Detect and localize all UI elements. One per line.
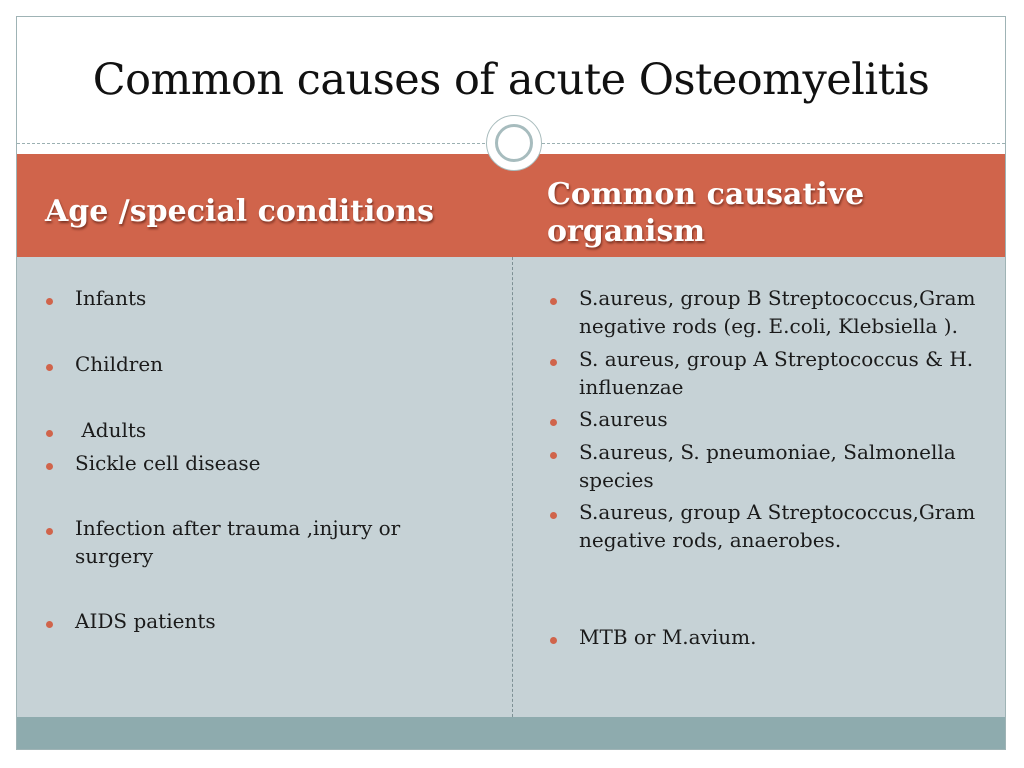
header-causative-organism <box>547 176 927 250</box>
list-item-infants: Infants <box>75 286 147 310</box>
bullet-icon <box>550 298 557 305</box>
bullet-icon <box>46 528 53 535</box>
decorative-ring-icon <box>495 124 533 162</box>
decorative-circle-icon <box>486 115 542 171</box>
list-item-aids: AIDS patients <box>75 609 216 633</box>
list-item-infection-trauma-cont: surgery <box>75 544 154 568</box>
list-item-sickle-cell: Sickle cell disease <box>75 451 261 475</box>
slide-title: Common causes of acute Osteomyelitis <box>92 55 930 105</box>
bullet-icon <box>46 430 53 437</box>
footer-bar <box>17 717 1005 750</box>
list-item-organism-adults: S.aureus <box>579 407 668 431</box>
column-divider <box>512 257 513 717</box>
bullet-icon <box>550 512 557 519</box>
list-item-organism-children: S. aureus, group A Streptococcus & H. <box>579 347 974 371</box>
list-item-organism-sickle-cell: S.aureus, S. pneumoniae, Salmonella <box>579 440 956 464</box>
bullet-icon <box>46 364 53 371</box>
table-body <box>17 257 1005 717</box>
bullet-icon <box>550 419 557 426</box>
header-causative-line-2: organism <box>547 214 706 249</box>
list-item-organism-sickle-cell-cont: species <box>579 468 654 492</box>
bullet-icon <box>550 359 557 366</box>
list-item-organism-aids: MTB or M.avium. <box>579 625 757 649</box>
list-item-adults: Adults <box>75 418 147 442</box>
bullet-icon <box>46 298 53 305</box>
bullet-icon <box>46 463 53 470</box>
list-item-organism-trauma-cont: negative rods, anaerobes. <box>579 528 842 552</box>
header-causative-line-1: Common causative <box>547 177 865 212</box>
list-item-infection-trauma: Infection after trauma ,injury or <box>75 516 401 540</box>
list-item-organism-children-cont: influenzae <box>579 375 684 399</box>
bullet-icon <box>46 621 53 628</box>
bullet-icon <box>550 637 557 644</box>
list-item-organism-infants: S.aureus, group B Streptococcus,Gram <box>579 286 976 310</box>
list-item-organism-trauma: S.aureus, group A Streptococcus,Gram <box>579 500 976 524</box>
list-item-children: Children <box>75 352 164 376</box>
header-age-conditions: Age /special conditions <box>45 194 435 229</box>
list-item-organism-infants-cont: negative rods (eg. E.coli, Klebsiella ). <box>579 314 958 338</box>
slide <box>16 16 1006 750</box>
bullet-icon <box>550 452 557 459</box>
